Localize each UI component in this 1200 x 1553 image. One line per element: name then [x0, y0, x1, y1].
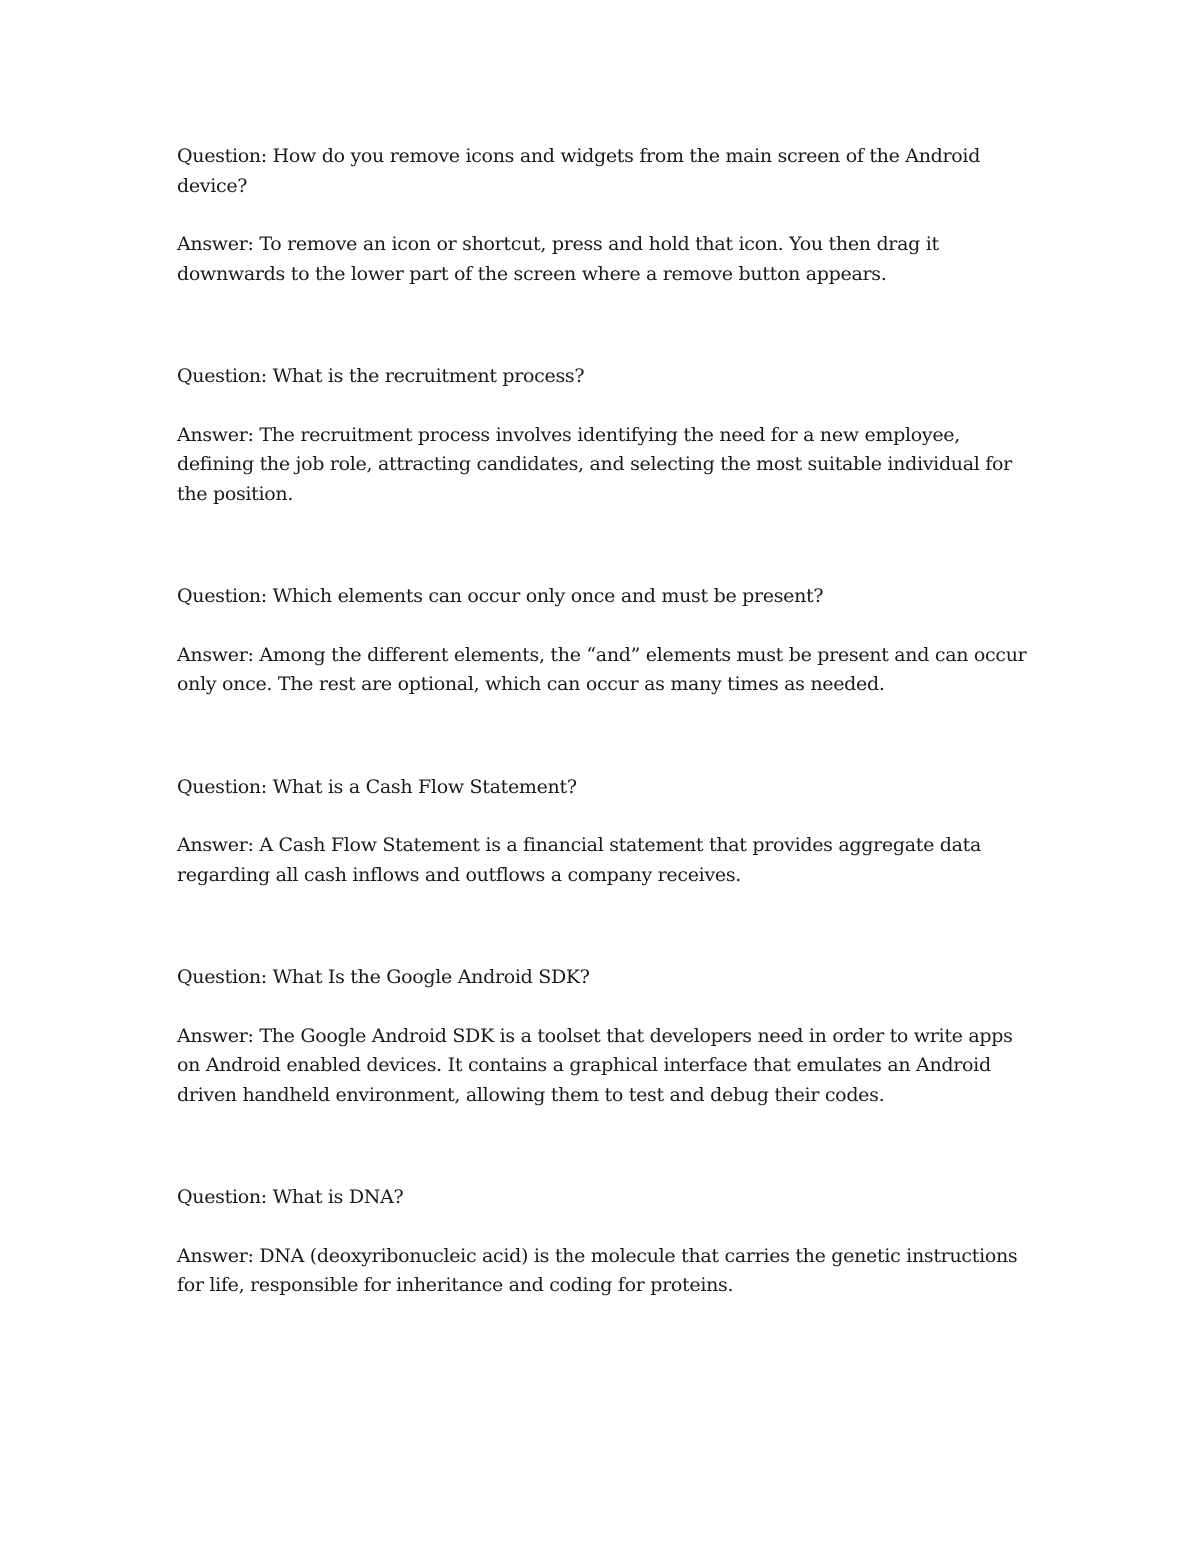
document-body — [177, 142, 1037, 1301]
qa-item-1 — [177, 142, 1037, 289]
answer-text: Answer: DNA (deoxyribonucleic acid) is the molecule that carries the genetic instructions for life, responsible for inheritance and coding for proteins. — [177, 1244, 1018, 1296]
question-text: Question: What is the recruitment process? — [177, 365, 585, 387]
answer-text: Answer: The Google Android SDK is a toolset that developers need in order to write apps on Android enabled devices. It contains a graphical interface that emulates an Android driven handheld environment, allowing them to test and debug their codes. — [177, 1024, 1013, 1106]
qa-item-5 — [177, 963, 1037, 1110]
answer-text: Answer: The recruitment process involves identifying the need for a new employee, defining the job role, attracting candidates, and selecting the most suitable individual for the position. — [177, 423, 1012, 505]
question-text: Question: What Is the Google Android SDK? — [177, 966, 590, 988]
question-text: Question: What is a Cash Flow Statement? — [177, 775, 577, 798]
qa-item-6 — [177, 1183, 1037, 1301]
question-text: Question: What is DNA? — [177, 1186, 404, 1208]
qa-item-3 — [177, 582, 1037, 700]
answer-text: Answer: To remove an icon or shortcut, press and hold that icon. You then drag it downwards to the lower part of the screen where a remove button appears. — [177, 233, 939, 285]
qa-item-2 — [177, 362, 1037, 509]
qa-item-4 — [177, 773, 1037, 891]
question-text: Question: Which elements can occur only once and must be present? — [177, 585, 824, 607]
answer-text: Answer: Among the different elements, the “and” elements must be present and can occur only once. The rest are optional, which can occur as many times as needed. — [177, 643, 1027, 695]
answer-text: Answer: A Cash Flow Statement is a financial statement that provides aggregate data regarding all cash inflows and outflows a company receives. — [177, 834, 982, 886]
question-text: Question: How do you remove icons and widgets from the main screen of the Android device? — [177, 145, 981, 197]
